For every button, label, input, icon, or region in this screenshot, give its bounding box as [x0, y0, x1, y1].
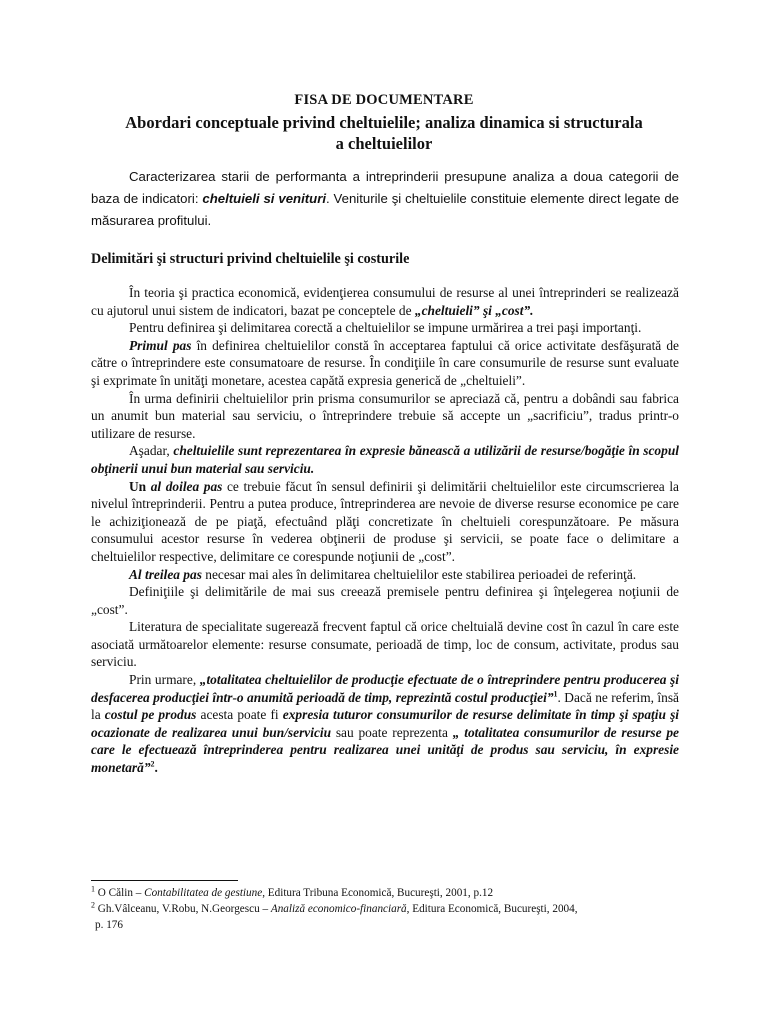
- footnote-separator: [91, 880, 238, 881]
- footnote-2-source: , Editura Economică, Bucureşti, 2004,: [406, 903, 578, 915]
- footnote-1: [91, 885, 679, 901]
- paragraph-8: Definiţiile şi delimitările de mai sus creează premisele pentru definirea şi înţelegerea noţiunii de „cost”.: [91, 584, 679, 617]
- p6-bold: Un: [129, 478, 151, 494]
- footnote-2-title: Analiză economico-financiară: [270, 903, 407, 915]
- paragraph-1: [91, 284, 679, 319]
- p5-text: Aşadar,: [129, 443, 174, 459]
- p6-emphasis: al doilea pas: [150, 478, 223, 494]
- p6-text: ce trebuie făcut în sensul definirii şi delimitării cheltuielilor este circumscrierea la nivelul întreprinderii. Pentru a putea produce, întreprinderea are nevoie de diverse resurse economice pe care le achiziţionează de pe piaţă, efectuând plăţi concretizate în cheltuieli corespunzătoare. Pe măsura consumului acestor resurse în vederea obţinerii de produse şi servicii, se poate face o delimitare a cheltuielilor respective, delimitare ce corespunde noţiunii de „cost”.: [91, 478, 680, 564]
- paragraph-4: În urma definirii cheltuielilor prin prisma consumurilor se apreciază că, pentru a dobândi sau fabrica un anumit bun material sau serviciu, o întreprindere trebuie să accepte un „sacrificiu”, tradus printr-o utilizare de resurse.: [91, 390, 679, 441]
- footnote-2: [91, 901, 679, 917]
- p10-end: .: [154, 760, 158, 776]
- intro-emphasis: cheltuieli si venituri: [202, 191, 326, 206]
- p10-text-2: . Dacă ne referim, însă la: [91, 689, 679, 723]
- footnote-ref-1[interactable]: 1: [553, 689, 558, 699]
- p10-emphasis-3: expresia tuturor consumurilor de resurse delimitate în timp şi spaţiu şi ocazionate de realizarea unui bun/serviciu: [91, 707, 679, 740]
- document-body: [91, 166, 679, 777]
- p1-text: În teoria şi practica economică, evidenţierea consumului de resurse al unei întreprinderi se realizează cu ajutorul unui sistem de indicatori, bazat pe conceptele de: [91, 285, 679, 318]
- footnote-2-mark: 2: [91, 900, 95, 910]
- footnote-2-author: Gh.Vâlceanu, V.Robu, N.Georgescu –: [95, 903, 271, 915]
- paragraph-9: Literatura de specialitate sugerează frecvent faptul că orice cheltuială devine cost în cazul în care este asociată următoarelor elemente: resurse consumate, perioadă de timp, loc de consum, activitate, produs sau serviciu.: [91, 619, 679, 670]
- intro-paragraph: [91, 166, 679, 232]
- p1-emphasis: „cheltuieli” şi „cost”.: [414, 302, 534, 318]
- footnote-1-source: , Editura Tribuna Economică, Bucureşti, 2001, p.12: [262, 887, 494, 899]
- footnote-1-title: Contabilitatea de gestiune: [144, 887, 263, 899]
- section-heading: Delimitări şi structuri privind cheltuielile şi costurile: [91, 251, 410, 267]
- p10-text-4: sau poate reprezenta: [331, 724, 453, 740]
- document-title: FISA DE DOCUMENTARE: [294, 92, 474, 108]
- paragraph-3: [91, 337, 679, 390]
- footnote-2-page: p. 176: [95, 919, 123, 931]
- main-text: [91, 284, 679, 777]
- p5-emphasis: cheltuielile sunt reprezentarea în expresie bănească a utilizării de resurse/bogăţie în scopul obţinerii unui bun material sau serviciu.: [91, 443, 679, 476]
- paragraph-5: [91, 442, 679, 477]
- footnote-1-author: O Călin –: [95, 887, 145, 899]
- p10-text-3: acesta poate fi: [196, 707, 283, 723]
- p7-text: necesar mai ales în delimitarea cheltuielilor este stabilirea perioadei de referinţă.: [201, 566, 637, 582]
- footnote-ref-2[interactable]: 2: [150, 759, 155, 769]
- paragraph-10: [91, 671, 679, 777]
- p3-emphasis: Primul pas: [129, 337, 192, 353]
- paragraph-2: Pentru definirea şi delimitarea corectă a cheltuielilor se impune urmărirea a trei paşi importanţi.: [129, 320, 642, 336]
- document-subtitle: Abordari conceptuale privind cheltuielile; analiza dinamica si structurala a cheltuielilor: [125, 113, 643, 153]
- footnotes: [91, 885, 679, 933]
- p10-emphasis-1: „totalitatea cheltuielilor de producţie efectuate de o întreprindere pentru producerea şi desfacerea producţiei într-o anumită perioadă de timp, reprezintă costul producţiei”: [91, 672, 679, 705]
- paragraph-7: [91, 566, 679, 584]
- p3-text: în definirea cheltuielilor constă în acceptarea faptului că orice activitate desfăşurată de către o întreprindere este consumatoare de resurse. În condiţiile în care consumurile de resurse sunt evaluate şi exprimate în unităţi monetare, acestea capătă expresia generică de „cheltuieli”.: [91, 337, 679, 388]
- intro-text-1: Caracterizarea starii de performanta a intreprinderii presupune analiza a doua categorii de baza de indicatori:: [91, 169, 679, 206]
- p7-emphasis: Al treilea pas: [129, 566, 202, 582]
- p10-emphasis-2: costul pe produs: [104, 707, 197, 723]
- intro-text-2: . Veniturile şi cheltuielile constituie elemente direct legate de măsurarea profitului.: [91, 191, 680, 228]
- footnote-1-mark: 1: [91, 884, 95, 894]
- p10-text-1: Prin urmare,: [129, 672, 200, 688]
- paragraph-6: [91, 478, 679, 566]
- p10-emphasis-4: „ totalitatea consumurilor de resurse pe care le efectuează întreprinderea pentru realizarea unei unităţi de produs sau serviciu, în expresie monetară”: [91, 724, 679, 776]
